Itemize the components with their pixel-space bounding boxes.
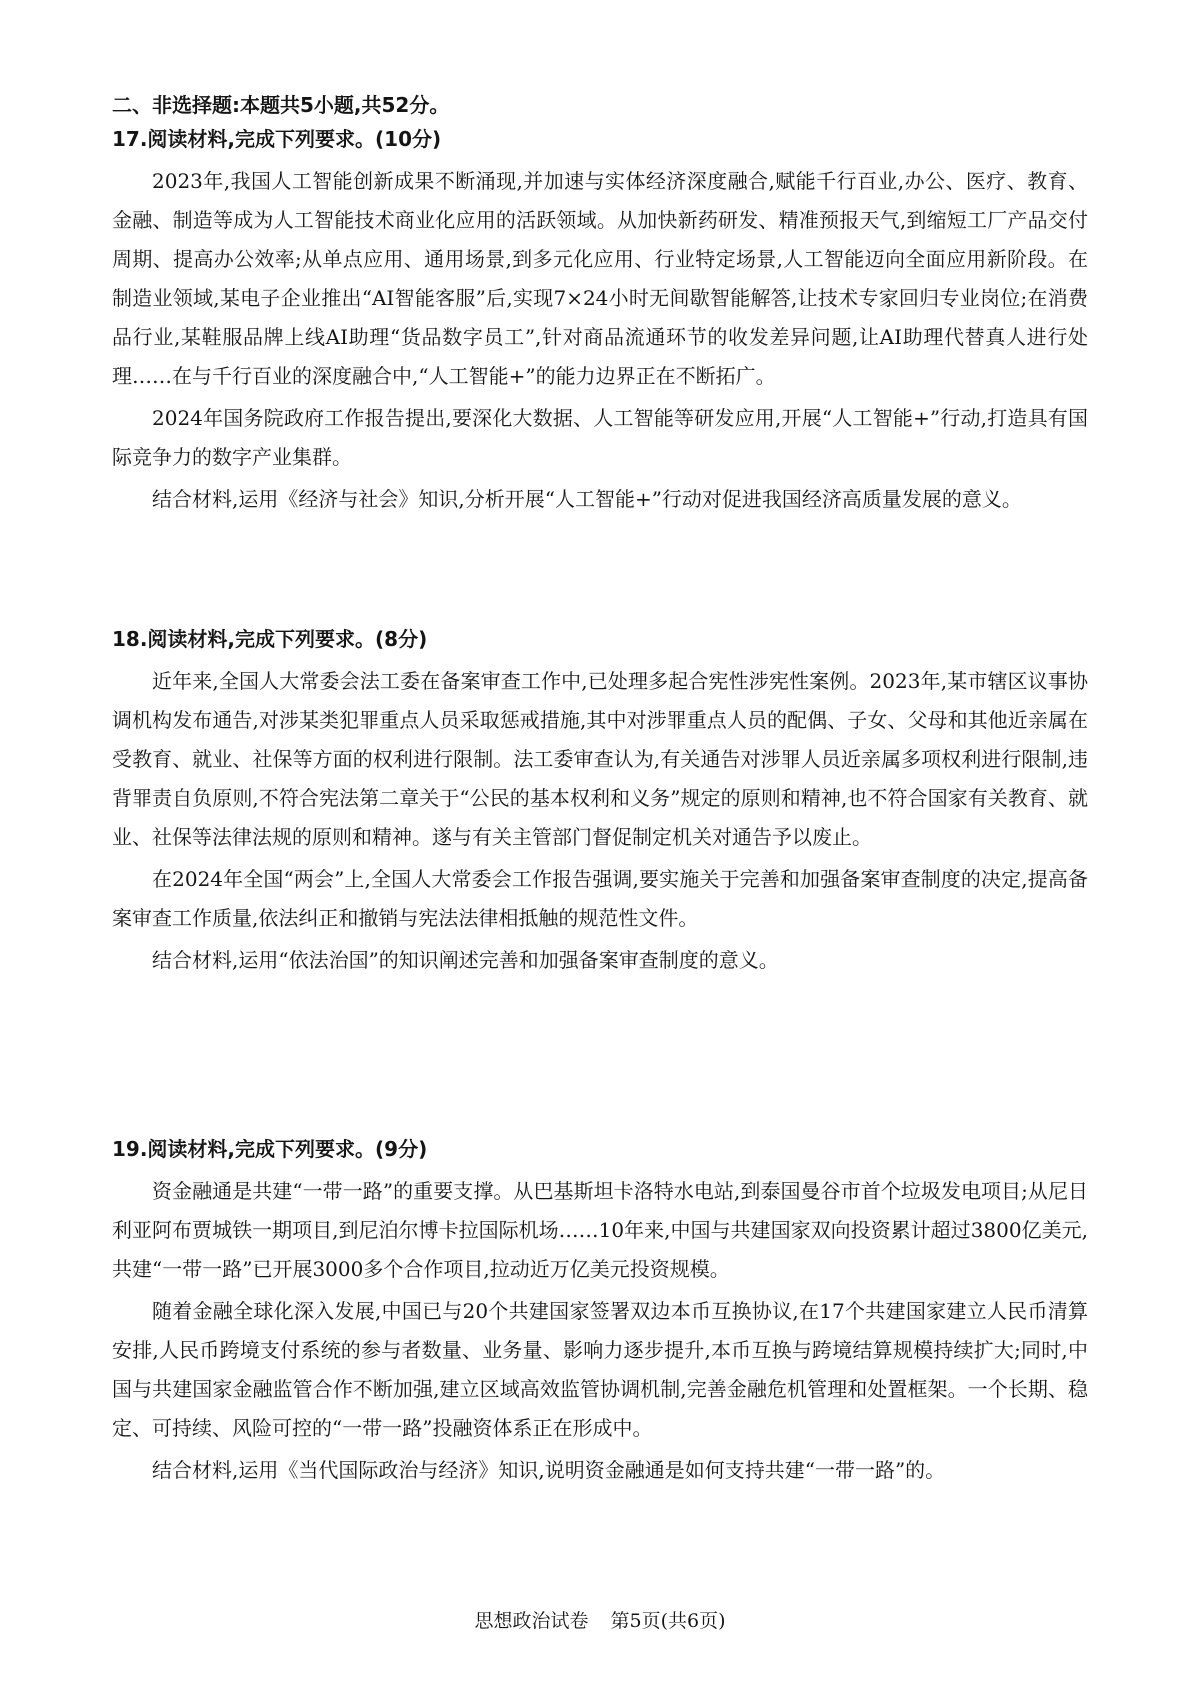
footer-subject: 思想政治试卷: [474, 1610, 589, 1632]
material-paragraph: 2023年,我国人工智能创新成果不断涌现,并加速与实体经济深度融合,赋能千行百业,办公、医疗、教育、金融、制造等成为人工智能技术商业化应用的活跃领域。从加快新药研发、精准预报天气,到缩短工厂产品交付周期、提高办公效率;从单点应用、通用场景,到多元化应用、行业特定场景,人工智能迈向全面应用新阶段。在制造业领域,某电子企业推出“AI智能客服”后,实现7×24小时无间歇智能解答,让技术专家回归专业岗位;在消费品行业,某鞋服品牌上线AI助理“货品数字员工”,针对商品流通环节的收发差异问题,让AI助理代替真人进行处理……在与千行百业的深度融合中,“人工智能+”的能力边界正在不断拓广。: [112, 169, 1088, 388]
page-footer: [0, 1606, 1200, 1636]
material-paragraph: 资金融通是共建“一带一路”的重要支撑。从巴基斯坦卡洛特水电站,到泰国曼谷市首个垃圾发电项目;从尼日利亚阿布贾城铁一期项目,到尼泊尔博卡拉国际机场……10年来,中国与共建国家双向投资累计超过3800亿美元,共建“一带一路”已开展3000多个合作项目,拉动近万亿美元投资规模。: [112, 1179, 1088, 1281]
material-paragraph: 在2024年全国“两会”上,全国人大常委会工作报告强调,要实施关于完善和加强备案审查制度的决定,提高备案审查工作质量,依法纠正和撤销与宪法法律相抵触的规范性文件。: [112, 867, 1088, 930]
material-paragraph: 2024年国务院政府工作报告提出,要深化大数据、人工智能等研发应用,开展“人工智能+”行动,打造具有国际竞争力的数字产业集群。: [112, 406, 1088, 469]
footer-page-number: 第5页(共6页): [610, 1610, 726, 1632]
question-title: 17.阅读材料,完成下列要求。(10分): [112, 127, 442, 151]
section-title: 二、非选择题:本题共5小题,共52分。: [112, 93, 450, 117]
material-paragraph: 近年来,全国人大常委会法工委在备案审查工作中,已处理多起合宪性涉宪性案例。2023年,某市辖区议事协调机构发布通告,对涉某类犯罪重点人员采取惩戒措施,其中对涉罪重点人员的配偶、子女、父母和其他近亲属在受教育、就业、社保等方面的权利进行限制。法工委审查认为,有关通告对涉罪人员近亲属多项权利进行限制,违背罪责自负原则,不符合宪法第二章关于“公民的基本权利和义务”规定的原则和精神,也不符合国家有关教育、就业、社保等法律法规的原则和精神。遂与有关主管部门督促制定机关对通告予以废止。: [112, 669, 1088, 849]
question-title: 19.阅读材料,完成下列要求。(9分): [112, 1137, 428, 1161]
question-prompt: 结合材料,运用《经济与社会》知识,分析开展“人工智能+”行动对促进我国经济高质量发展的意义。: [152, 487, 1022, 511]
question-17: [112, 124, 1088, 522]
question-19: [112, 1134, 1088, 1493]
question-title: 18.阅读材料,完成下列要求。(8分): [112, 627, 428, 651]
material-paragraph: 随着金融全球化深入发展,中国已与20个共建国家签署双边本币互换协议,在17个共建国家建立人民币清算安排,人民币跨境支付系统的参与者数量、业务量、影响力逐步提升,本币互换与跨境结算规模持续扩大;同时,中国与共建国家金融监管合作不断加强,建立区域高效监管协调机制,完善金融危机管理和处置框架。一个长期、稳定、可持续、风险可控的“一带一路”投融资体系正在形成中。: [112, 1299, 1088, 1440]
question-prompt: 结合材料,运用《当代国际政治与经济》知识,说明资金融通是如何支持共建“一带一路”的。: [152, 1458, 946, 1482]
question-18: [112, 624, 1088, 983]
question-prompt: 结合材料,运用“依法治国”的知识阐述完善和加强备案审查制度的意义。: [152, 948, 779, 972]
